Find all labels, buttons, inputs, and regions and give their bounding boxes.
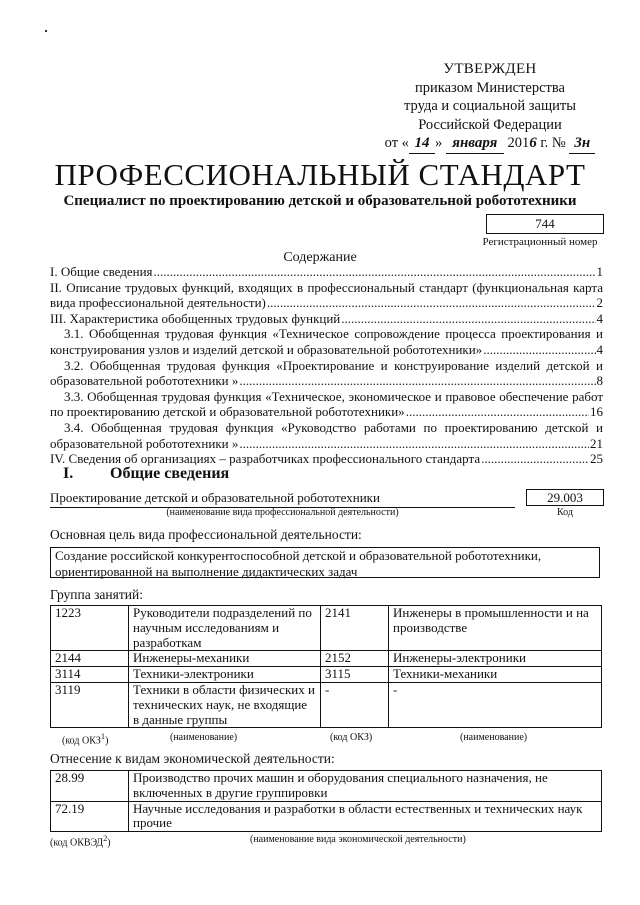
approval-header: УТВЕРЖДЕН <box>443 61 537 77</box>
okz-code: 3119 <box>51 682 129 727</box>
toc-item-iv[interactable]: IV. Сведения об организациях – разработчиках профессионального стандарта ..... 25 <box>50 451 603 467</box>
toc-item-ii[interactable]: вида профессиональной деятельности) ..... 2 <box>50 295 603 311</box>
okz-name: Техники в области физических и технических наук, не входящие в данные группы <box>129 682 321 727</box>
table-row <box>51 651 602 667</box>
goal-label: Основная цель вида профессиональной деятельности: <box>50 527 362 542</box>
toc-item-3-4[interactable]: образовательной робототехники » ..... 21 <box>50 436 603 452</box>
toc-item-ii-line1[interactable]: II. Описание трудовых функций, входящих в профессиональный стандарт (функциональная карта <box>50 279 603 295</box>
okz-name: Инженеры-электроники <box>389 651 602 667</box>
toc-item-3-3[interactable]: по проектированию детской и образовательной робототехники» ..... 16 <box>50 404 603 420</box>
registration-number: 744 <box>486 214 604 234</box>
okz-code: 1223 <box>51 606 129 651</box>
document-title: ПРОФЕССИОНАЛЬНЫЙ СТАНДАРТ <box>54 157 586 192</box>
okz-name: Техники-электроники <box>129 667 321 683</box>
occupation-group-label: Группа занятий: <box>50 587 143 602</box>
table-row <box>51 771 602 802</box>
order-number: 3н <box>569 134 595 154</box>
approval-line-3: Российской Федерации <box>418 116 562 133</box>
okved-code-caption: (код ОКВЭД$^2$) <box>50 834 111 849</box>
table-row <box>51 667 602 683</box>
scan-speck <box>45 30 47 32</box>
okved-code: 72.19 <box>51 801 129 832</box>
table-row <box>51 682 602 727</box>
okz-name: - <box>389 682 602 727</box>
registration-label: Регистрационный номер <box>482 236 598 248</box>
okz-code-caption-2: (код ОКЗ) <box>330 732 373 743</box>
okved-label: Отнесение к видам экономической деятельности: <box>50 751 335 766</box>
toc-heading: Содержание <box>283 250 357 265</box>
okz-code: - <box>321 682 389 727</box>
toc-item-3-1-line1[interactable]: 3.1. Обобщенная трудовая функция «Техническое сопровождение процесса проектирования и <box>64 326 603 342</box>
toc-item-3-2-line1[interactable]: 3.2. Обобщенная трудовая функция «Проектирование и конструирование изделий детской и <box>64 357 603 373</box>
okz-name-caption-2: (наименование) <box>460 732 528 743</box>
goal-text: Создание российской конкурентоспособной детской и образовательной робототехники, ориентированной на выполнение дидактических задач <box>50 547 600 578</box>
section-i-title: Общие сведения <box>110 465 230 482</box>
toc-item-3-3-line1[interactable]: 3.3. Обобщенная трудовая функция «Техническое, экономическое и правовое обеспечение работ <box>64 388 603 404</box>
okved-name-caption: (наименование вида экономической деятельности) <box>250 834 466 845</box>
date-year-digit: 6 <box>529 135 537 151</box>
toc-item-iii[interactable]: III. Характеристика обобщенных трудовых функций ..... 4 <box>50 311 603 327</box>
okved-name: Производство прочих машин и оборудования специального назначения, не включенных в другие группировки <box>129 771 602 802</box>
toc-item-3-1[interactable]: конструирования узлов и изделий детской и образовательной робототехники» ..... 4 <box>50 342 603 358</box>
okz-code: 2144 <box>51 651 129 667</box>
okved-name: Научные исследования и разработки в области естественных и технических наук прочие <box>129 801 602 832</box>
okz-code: 2141 <box>321 606 389 651</box>
approval-line-1: приказом Министерства <box>415 79 565 96</box>
okved-table <box>50 770 602 832</box>
date-day: 14 <box>409 134 435 154</box>
okz-name: Инженеры-механики <box>129 651 321 667</box>
okz-code-caption: (код ОКЗ$^1$) <box>62 732 109 747</box>
okz-name: Инженеры в промышленности и на производстве <box>389 606 602 651</box>
section-i-heading <box>63 465 229 483</box>
section-i-number: I. <box>63 465 74 482</box>
table-of-contents <box>50 264 603 467</box>
toc-item-3-4-line1[interactable]: 3.4. Обобщенная трудовая функция «Руководство работами по проектированию детской и <box>64 419 603 435</box>
okz-name: Руководители подразделений по научным исследованиям и разработкам <box>129 606 321 651</box>
occupation-table <box>50 605 602 728</box>
table-row <box>51 606 602 651</box>
date-month: января <box>446 134 504 154</box>
approval-date: от « 14 » января 2016 г. № 3н <box>370 134 610 154</box>
table-row <box>51 801 602 832</box>
toc-item-3-2[interactable]: образовательной робототехники » ..... 8 <box>50 373 603 389</box>
activity-caption: (наименование вида профессиональной деятельности) <box>166 507 399 518</box>
approval-line-2: труда и социальной защиты <box>404 98 576 114</box>
toc-item-i[interactable]: I. Общие сведения ..... 1 <box>50 264 603 280</box>
activity-code: 29.003 <box>526 489 604 506</box>
approval-block <box>370 60 610 154</box>
okz-code: 2152 <box>321 651 389 667</box>
code-caption: Код <box>557 507 573 518</box>
activity-name: Проектирование детской и образовательной робототехники <box>50 490 515 508</box>
okz-name: Техники-механики <box>389 667 602 683</box>
okz-code: 3115 <box>321 667 389 683</box>
okz-code: 3114 <box>51 667 129 683</box>
document-subtitle: Специалист по проектированию детской и образовательной робототехники <box>63 193 577 209</box>
okved-code: 28.99 <box>51 771 129 802</box>
okz-name-caption: (наименование) <box>170 732 238 743</box>
